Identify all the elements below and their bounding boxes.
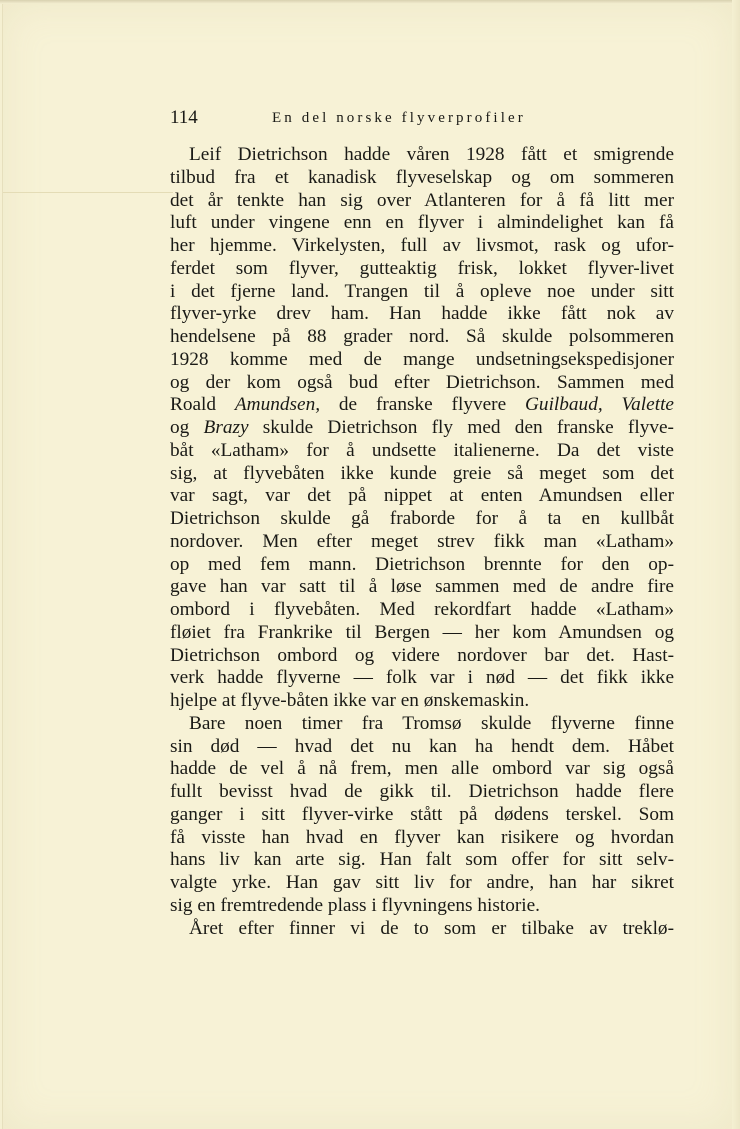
text-line: sig, at flyvebåten ikke kunde greie så meget som det <box>170 462 674 484</box>
text-line: fullt bevisst hvad de gikk til. Dietrichson hadde flere <box>170 781 674 802</box>
text-line: og der kom også bud efter Dietrichson. Sammen med <box>170 371 674 393</box>
text-line: og Brazy skulde Dietrichson fly med den franske flyve- <box>170 417 674 438</box>
text-line: ombord i flyvebåten. Med rekordfart hadde «Latham» <box>170 599 674 620</box>
text-line: sig en fremtredende plass i flyvningens historie. <box>170 894 541 916</box>
text-line: hjelpe at flyve-båten ikke var en ønskemaskin. <box>170 690 530 711</box>
text-line: Dietrichson ombord og videre nordover bar det. Hast- <box>170 644 674 666</box>
body-text <box>170 144 674 940</box>
text-line: Leif Dietrichson hadde våren 1928 fått et smigrende <box>189 144 674 165</box>
text-line: gave han var satt til å løse sammen med de andre fire <box>170 576 674 598</box>
text-line: verk hadde flyverne — folk var i nød — det fikk ikke <box>170 667 674 689</box>
running-title: En del norske flyverprofiler <box>272 110 526 126</box>
text-line: hendelsene på 88 grader nord. Så skulde polsommeren <box>170 326 674 347</box>
text-line: få visste han hvad en flyver kan risikere og hvordan <box>170 826 674 848</box>
page-right-edge <box>732 0 740 1129</box>
text-line: det år tenkte han sig over Atlanteren for å få litt mer <box>170 189 674 211</box>
text-line: Dietrichson skulde gå fraborde for å ta en kullbåt <box>170 508 674 529</box>
text-line: flyver-yrke drev ham. Han hadde ikke fått nok av <box>170 303 674 325</box>
page-header <box>170 106 675 130</box>
text-line: tilbud fra et kanadisk flyveselskap og om sommeren <box>170 166 674 188</box>
text-line: Bare noen timer fra Tromsø skulde flyverne finne <box>189 712 674 734</box>
text-line: hans liv kan arte sig. Han falt som offer for sitt selv- <box>170 849 674 871</box>
page-crease <box>3 192 173 193</box>
text-line: her hjemme. Virkelysten, full av livsmot, rask og ufor- <box>170 235 674 256</box>
page-number: 114 <box>170 107 198 128</box>
text-line: nordover. Men efter meget strev fikk man «Latham» <box>170 530 674 552</box>
text-line: luft under vingene enn en flyver i almindelighet kan få <box>170 212 674 234</box>
text-line: Året efter finner vi de to som er tilbake av treklø- <box>189 917 674 939</box>
text-line: ganger i sitt flyver-virke stått på dødens terskel. Som <box>170 803 674 825</box>
text-line: i det fjerne land. Trangen til å opleve noe under sitt <box>170 280 674 302</box>
text-line: var sagt, var det på nippet at enten Amundsen eller <box>170 485 674 507</box>
text-line: valgte yrke. Han gav sitt liv for andre, han har sikret <box>170 872 674 893</box>
text-line: båt «Latham» for å undsette italienerne. Da det viste <box>170 439 674 461</box>
text-line: fløiet fra Frankrike til Bergen — her kom Amundsen og <box>170 621 674 643</box>
text-line: ferdet som flyver, gutteaktig frisk, lokket flyver-livet <box>170 257 674 279</box>
text-line: Roald Amundsen, de franske flyvere Guilbaud, Valette <box>170 394 674 416</box>
text-line: op med fem mann. Dietrichson brennte for den op- <box>170 553 674 575</box>
text-line: 1928 komme med de mange undsetningsekspedisjoner <box>170 348 674 370</box>
text-line: hadde de vel å nå frem, men alle ombord var sig også <box>170 758 674 780</box>
text-line: sin død — hvad det nu kan ha hendt dem. Håbet <box>170 735 674 757</box>
